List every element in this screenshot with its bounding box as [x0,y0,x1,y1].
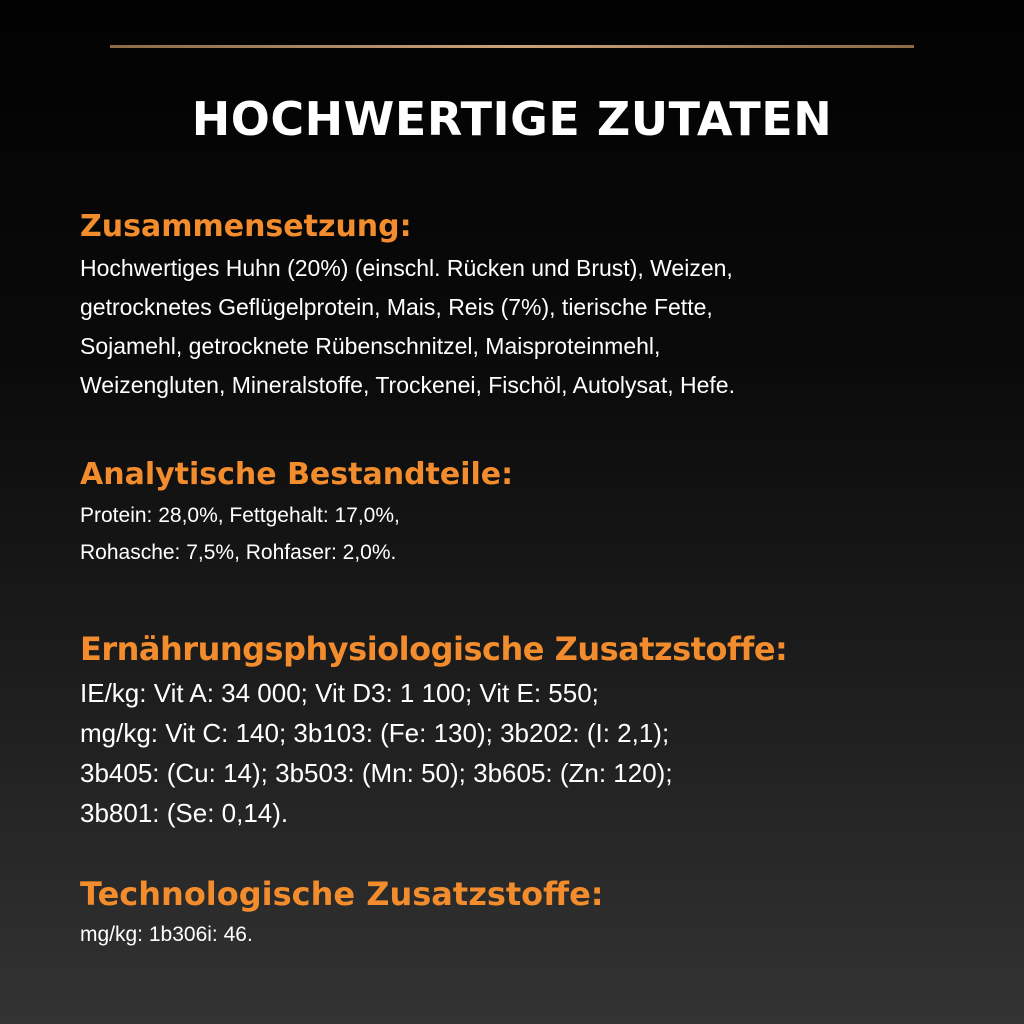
nutritional-additives-line: IE/kg: Vit A: 34 000; Vit D3: 1 100; Vit E: 550; [80,678,599,708]
composition-line: Hochwertiges Huhn (20%) (einschl. Rücken und Brust), Weizen, [80,255,733,281]
composition-line: Weizengluten, Mineralstoffe, Trockenei, Fischöl, Autolysat, Hefe. [80,372,735,398]
nutritional-additives-section [80,625,950,833]
technological-additives-section [80,870,950,952]
nutritional-additives-line: 3b801: (Se: 0,14). [80,798,289,828]
analytical-heading: Analytische Bestandteile: [80,457,514,492]
analytical-line: Protein: 28,0%, Fettgehalt: 17,0%, [80,504,400,527]
nutritional-additives-heading: Ernährungsphysiologische Zusatzstoffe: [80,630,788,668]
composition-heading: Zusammensetzung: [80,209,412,244]
page-title: HOCHWERTIGE ZUTATEN [191,92,833,146]
analytical-section [80,453,950,571]
composition-line: getrocknetes Geflügelprotein, Mais, Reis (7%), tierische Fette, [80,294,713,320]
composition-section [80,205,950,405]
composition-text [80,249,950,405]
nutritional-additives-line: 3b405: (Cu: 14); 3b503: (Mn: 50); 3b605: (Zn: 120); [80,758,673,788]
top-divider-rule [110,45,914,48]
nutritional-additives-line: mg/kg: Vit C: 140; 3b103: (Fe: 130); 3b202: (I: 2,1); [80,718,670,748]
analytical-text [80,497,950,571]
analytical-line: Rohasche: 7,5%, Rohfaser: 2,0%. [80,541,397,564]
nutritional-additives-text [80,673,950,833]
technological-additives-heading: Technologische Zusatzstoffe: [80,875,604,913]
composition-line: Sojamehl, getrocknete Rübenschnitzel, Maisproteinmehl, [80,333,661,359]
technological-additives-line: mg/kg: 1b306i: 46. [80,923,253,946]
technological-additives-text [80,918,950,952]
